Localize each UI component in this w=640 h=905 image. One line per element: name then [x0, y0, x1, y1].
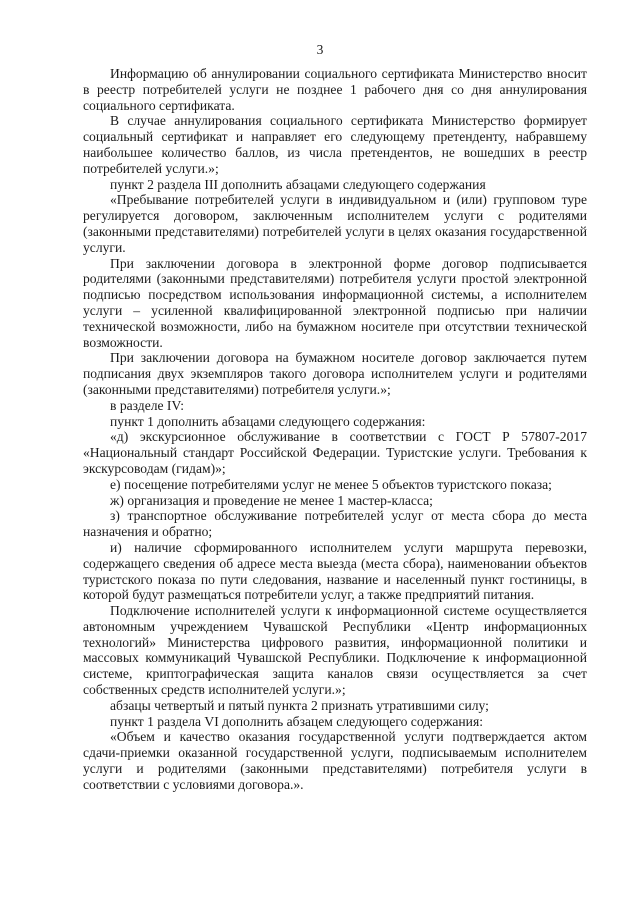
paragraph: Информацию об аннулировании социального сертификата Министерство вносит в реестр потребителей услуги не позднее 1 рабочего дня со дня аннулирования социального сертификата. — [83, 66, 587, 113]
paragraph: Подключение исполнителей услуги к информационной системе осуществляется автономным учреждением Чувашской Республики «Центр информационных технологий» Министерства цифрового развития, информационной политики и массовых коммуникаций Чувашской Республики. Подключение к информационной системе, криптографическая защита каналов связи осуществляется за счет собственных средств исполнителей услуги.»; — [83, 603, 587, 698]
paragraph: «д) экскурсионное обслуживание в соответствии с ГОСТ Р 57807-2017 «Национальный стандарт Российской Федерации. Туристские услуги. Требования к экскурсоводам (гидам)»; — [83, 429, 587, 476]
paragraph: в разделе IV: — [110, 397, 185, 413]
paragraph: и) наличие сформированного исполнителем услуги маршрута перевозки, содержащего сведения об адресе места выезда (места сбора), наименовании объектов туристского показа по пути следования, название и населенный пункт гостиницы, в которой будут размещаться потребители услуг, а также предприятий питания. — [83, 539, 587, 603]
paragraph: абзацы четвертый и пятый пункта 2 признать утратившими силу; — [110, 697, 489, 713]
paragraph: е) посещение потребителями услуг не менее 5 объектов туристского показа; — [110, 476, 552, 492]
paragraph: пункт 1 раздела VI дополнить абзацем следующего содержания: — [110, 713, 483, 729]
paragraph: «Объем и качество оказания государственной услуги подтверждается актом сдачи-приемки оказанной государственной услуги, подписываемым исполнителем услуги и родителями (законными представителями) потребителя услуги в соответствии с условиями договора.». — [83, 729, 587, 792]
paragraph: При заключении договора в электронной форме договор подписывается родителями (законными представителями) потребителя услуги простой электронной подписью посредством использования информационной системы, а исполнителем услуги – усиленной квалифицированной электронной подписью при наличии технической возможности, либо на бумажном носителе при отсутствии технической возможности. — [83, 255, 587, 350]
paragraph: ж) организация и проведение не менее 1 мастер-класса; — [110, 492, 433, 508]
paragraph: При заключении договора на бумажном носителе договор заключается путем подписания двух экземпляров такого договора исполнителем услуги и родителями (законными представителями) потребителя услуги.»; — [83, 350, 587, 397]
paragraph: пункт 1 дополнить абзацами следующего содержания: — [110, 413, 426, 429]
paragraph: В случае аннулирования социального сертификата Министерство формирует социальный сертификат и направляет его следующему претенденту, набравшему наибольшее количество баллов, из числа претендентов, не вошедших в реестр потребителей услуги.»; — [83, 113, 587, 176]
page-number: 3 — [316, 42, 324, 57]
paragraph: «Пребывание потребителей услуги в индивидуальном и (или) групповом туре регулируется договором, заключенным исполнителем услуги с родителями (законными представителями) потребителей услуги в целях оказания государственной услуги. — [83, 192, 587, 255]
paragraph: з) транспортное обслуживание потребителей услуг от места сбора до места назначения и обратно; — [83, 508, 587, 540]
paragraph: пункт 2 раздела III дополнить абзацами следующего содержания — [110, 176, 486, 192]
document-body — [83, 66, 587, 793]
